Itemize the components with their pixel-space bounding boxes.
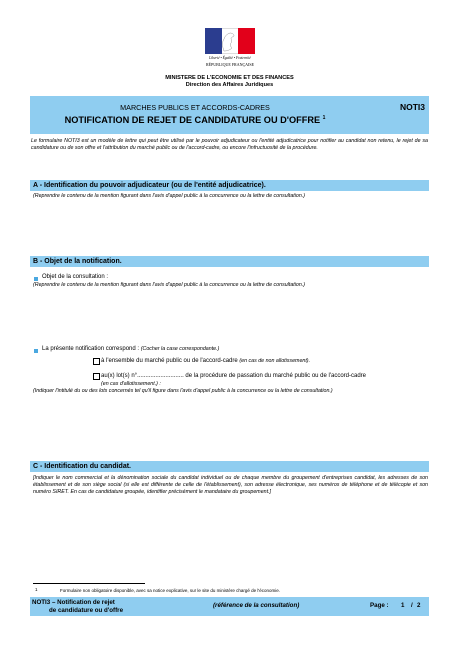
tricolor-flag [205, 28, 255, 54]
correspond-label-text: La présente notification correspond : [42, 346, 140, 352]
footer-band [30, 597, 429, 616]
section-b-header [30, 256, 429, 267]
objet-note: (Reprendre le contenu de la mention figurant dans l'avis d'appel public à la concurrence ou la lettre de consultation.) [33, 282, 306, 288]
page-separator: / [411, 601, 413, 609]
form-title [30, 115, 360, 125]
page-label: Page : [370, 601, 389, 609]
form-subtitle: MARCHES PUBLICS ET ACCORDS-CADRES [120, 103, 270, 112]
lot-indication-note: (Indiquer l'intitulé du ou des lots concernés tel qu'il figure dans l'avis d'appel public à la concurrence ou la lettre de consultation.) [33, 388, 333, 394]
option1-hint: (en cas de non allotissement). [239, 358, 311, 364]
footnote-divider [33, 583, 145, 584]
lot-number-hint: (en cas d'allotissement.) : [101, 381, 161, 387]
page-number: 1 [401, 601, 405, 609]
correspond-hint: (Cocher la case correspondante.) [140, 346, 220, 352]
footnote-number: 1 [35, 587, 38, 592]
objet-label: Objet de la consultation : [42, 274, 109, 280]
section-a-title: A - Identification du pouvoir adjudicateur (ou de l'entité adjudicatrice). [33, 181, 266, 189]
form-code: NOTI3 [399, 102, 425, 112]
section-c-header [30, 461, 429, 472]
lot-number-checkbox[interactable] [93, 373, 100, 380]
direction-name: Direction des Affaires Juridiques [185, 82, 274, 88]
bullet-icon [34, 349, 38, 353]
section-c-note: [Indiquer le nom commercial et la dénomination sociale du candidat individuel ou de chaque membre du groupement d'entreprises candidat, les adresses de son établissement et de son siège social (si elle est différente de celle de l'établissement), son adresse électronique, ses numéros de téléphone et de télécopie et son numéro SIRET. En cas de candidature groupée, identifier précisément le mandataire du groupement.] [33, 475, 428, 496]
republic-motto: Liberté • Égalité • Fraternité [209, 56, 251, 60]
marianne-profile-icon [216, 30, 238, 52]
intro-paragraph: Le formulaire NOTI3 est un modèle de lettre qui peut être utilisé par le pouvoir adjudicateur ou l'entité adjudicatrice pour notifier au candidat non retenu, le rejet de sa candidature ou de son offre et l'attribution du marché public ou de l'accord-cadre, ou encore l'infructuosité de la procédure. [31, 138, 428, 152]
form-title-text: NOTIFICATION DE REJET DE CANDIDATURE OU D'OFFRE [64, 115, 321, 126]
section-a-note: (Reprendre le contenu de la mention figurant dans l'avis d'appel public à la concurrence ou la lettre de consultation.) [33, 193, 306, 199]
footer-form-name: NOTI3 – Notification de rejet [32, 599, 115, 606]
footer-reference: (référence de la consultation) [213, 601, 300, 609]
lot-whole-checkbox[interactable] [93, 358, 100, 365]
page-total: 2 [417, 601, 421, 609]
footer-form-name-cont: de candidature ou d'offre [49, 606, 124, 614]
title-footnote-ref: 1 [322, 115, 326, 121]
republic-name: RÉPUBLIQUE FRANÇAISE [205, 62, 255, 67]
marianne-logo [199, 28, 261, 72]
ministry-name: MINISTERE DE L'ECONOMIE ET DES FINANCES [165, 75, 294, 81]
option1-text: à l'ensemble du marché public ou de l'accord-cadre [101, 358, 238, 364]
section-b-title: B - Objet de la notification. [33, 257, 122, 265]
lot-number-label: au(x) lot(s) n°............................ de la procédure de passation du marché public ou de l'accord-cadre [101, 373, 367, 379]
section-a-header [30, 180, 429, 191]
footnote-text: Formulaire non obligatoire disponible, avec sa notice explicative, sur le site du ministère chargé de l'économie. [60, 588, 280, 593]
title-band [30, 96, 429, 134]
section-c-title: C - Identification du candidat. [33, 462, 131, 470]
lot-whole-label [101, 358, 310, 364]
bullet-icon [34, 277, 38, 281]
correspond-label [42, 346, 219, 352]
